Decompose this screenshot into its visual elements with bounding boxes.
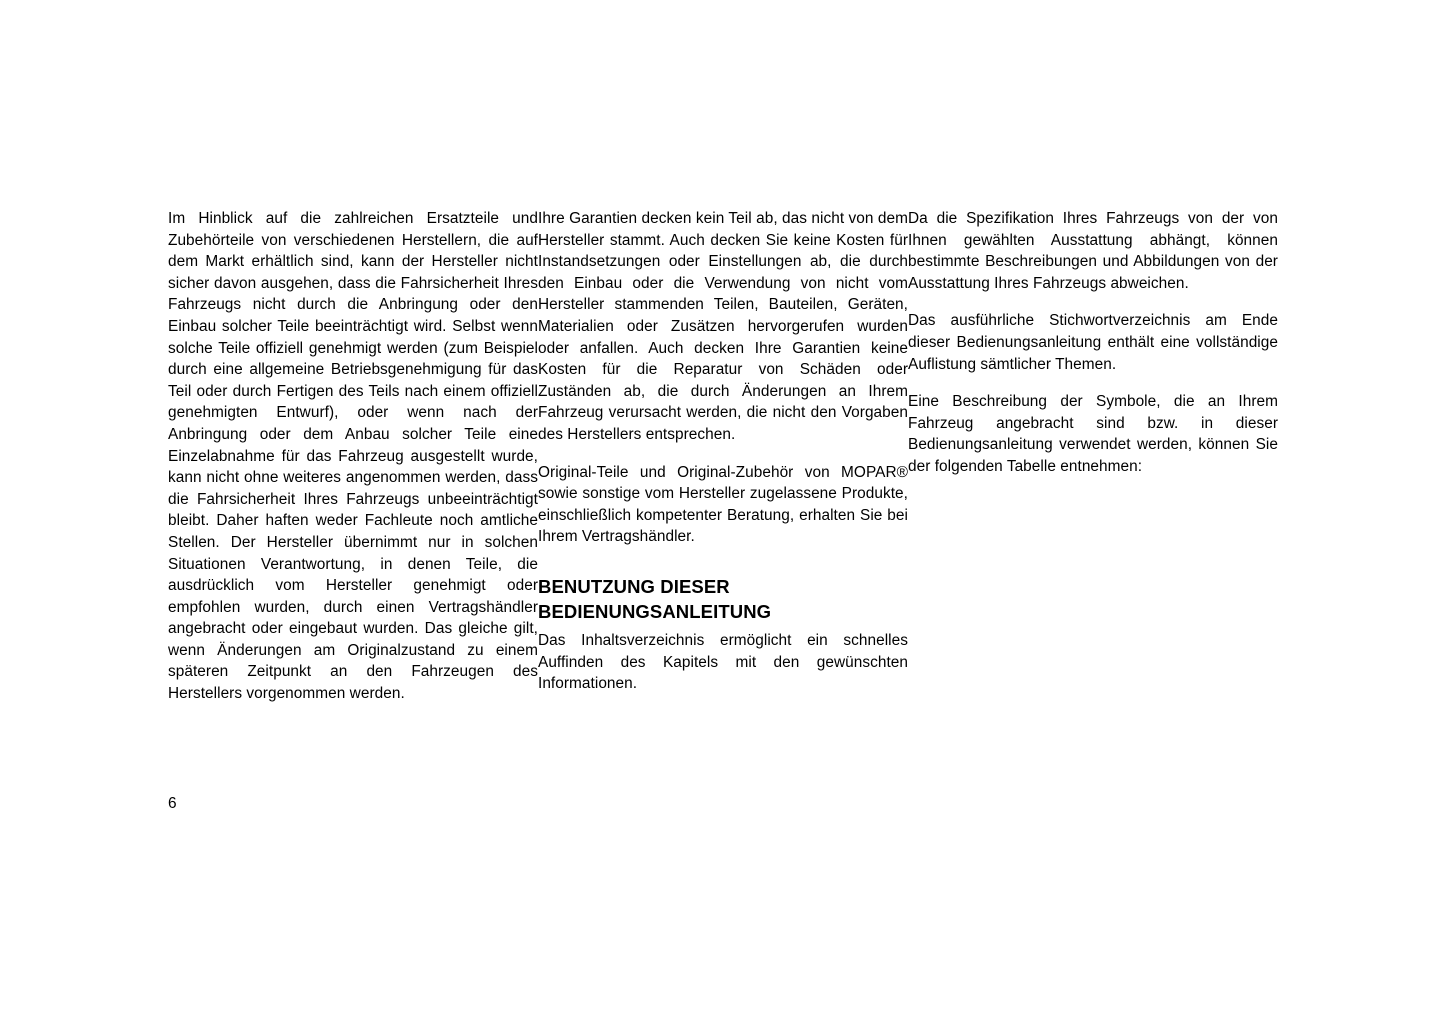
paragraph: Eine Beschreibung der Symbole, die an Ihrem Fahrzeug angebracht sind bzw. in dieser Bedienungsanleitung verwendet werden, können Sie der folgenden Tabelle entnehmen: xyxy=(908,393,1278,475)
paragraph: Original-Teile und Original-Zubehör von MOPAR® sowie sonstige vom Hersteller zugelassene Produkte, einschließlich kompetenter Beratung, erhalten Sie bei Ihrem Vertragshändler. xyxy=(538,463,908,546)
column-middle xyxy=(538,208,908,695)
paragraph: Das ausführliche Stichwortverzeichnis am Ende dieser Bedienungsanleitung enthält eine vollständige Auflistung sämtlicher Themen. xyxy=(908,312,1278,373)
paragraph: Im Hinblick auf die zahlreichen Ersatzteile und Zubehörteile von verschiedenen Herstellern, die auf dem Markt erhältlich sind, kann der Hersteller nicht sicher davon ausgehen, dass die Fahrsicherheit Ihres Fahrzeugs nicht durch die Anbringung oder den Einbau solcher Teile beeinträchtigt wird. Selbst wenn solche Teile offiziell genehmigt werden (zum Beispiel durch eine allgemeine Betriebsgenehmigung für das Teil oder durch Fertigen des Teils nach einem offiziell genehmigten Entwurf), oder wenn nach der Anbringung oder dem Anbau solcher Teile eine Einzelabnahme für das Fahrzeug ausgestellt wurde, kann nicht ohne weiteres angenommen werden, dass die Fahrsicherheit Ihres Fahrzeugs unbeeinträchtigt bleibt. Daher haften weder Fachleute noch amtliche Stellen. Der Hersteller übernimmt nur in solchen Situationen Verantwortung, in denen Teile, die ausdrücklich vom Hersteller genehmigt oder empfohlen wurden, durch einen Vertragshändler angebracht oder eingebaut wurden. Das gleiche gilt, wenn Änderungen am Originalzustand zu einem späteren Zeitpunkt an den Fahrzeugen des Herstellers vorgenommen werden. xyxy=(168,210,538,703)
column-right xyxy=(908,208,1278,478)
page-number: 6 xyxy=(168,795,177,812)
paragraph: Das Inhaltsverzeichnis ermöglicht ein schnelles Auffinden des Kapitels mit den gewünschten Informationen. xyxy=(538,631,908,693)
paragraph: Da die Spezifikation Ihres Fahrzeugs von der von Ihnen gewählten Ausstattung abhängt, können bestimmte Beschreibungen und Abbildungen von der Ausstattung Ihres Fahrzeugs abweichen. xyxy=(908,210,1278,292)
page-columns xyxy=(168,208,1278,705)
column-left xyxy=(168,208,538,705)
section-heading: BENUTZUNG DIESER BEDIENUNGSANLEITUNG xyxy=(538,575,772,622)
paragraph: Ihre Garantien decken kein Teil ab, das nicht von dem Hersteller stammt. Auch decken Sie keine Kosten für Instandsetzungen oder Einstellungen ab, die durch den Einbau oder die Verwendung von nicht vom Hersteller stammenden Teilen, Bauteilen, Geräten, Materialien oder Zusätzen hervorgerufen wurden oder anfallen. Auch decken Ihre Garantien keine Kosten für die Reparatur von Schäden oder Zuständen ab, die durch Änderungen an Ihrem Fahrzeug verursacht werden, die nicht den Vorgaben des Herstellers entsprechen. xyxy=(538,210,908,443)
